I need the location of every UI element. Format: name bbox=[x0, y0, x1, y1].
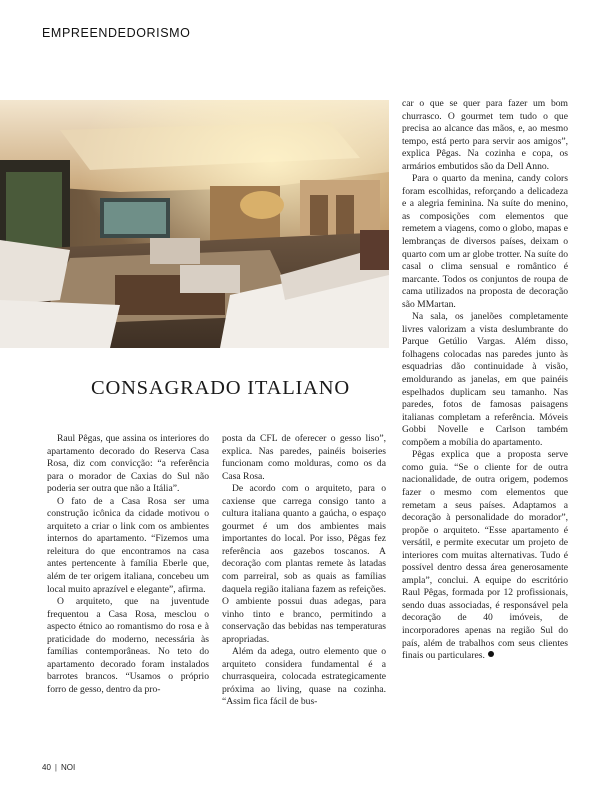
paragraph: Na sala, os janelões completamente livres valorizam a vista deslumbrante do Parque Getúlio Vargas. Além disso, folhagens colocadas nas paredes junto às esquadrias dão continuidade à visão, emoldurando as janelas, em que painéis espelhados duplicam seu tamanho. Nas paredes, fotos de famosas paisagens italianas completam a referência. Móveis Gobbi Novelle e Carlson também compõem a mobília do apartamento. bbox=[402, 311, 568, 448]
section-label: EMPREENDEDORISMO bbox=[42, 26, 191, 40]
paragraph: posta da CFL de oferecer o gesso liso”, explica. Nas paredes, painéis boiseries funcionam como molduras, como os da Casa Rosa. bbox=[222, 433, 386, 482]
paragraph: Além da adega, outro elemento que o arquiteto considera fundamental é a churrasqueira, colocada estrategicamente próxima ao living, quase na cozinha. “Assim fica fácil de bus- bbox=[222, 646, 386, 708]
magazine-name: NOI bbox=[60, 763, 76, 772]
paragraph: Para o quarto da menina, candy colors foram escolhidas, reforçando a delicadeza e a alegria feminina. Na suíte do menino, as composições com elementos que remetem a viagens, como o globo, mapas e lembranças de diversos países, deixam o quarto com um ar globe trotter. Na suíte do casal o clima sensual e romântico é marcante. Todos os conjuntos de roupa de cama utilizados na proposta de decoração são MMartan. bbox=[402, 173, 568, 310]
page-footer bbox=[42, 763, 75, 772]
page-number: 40 bbox=[42, 763, 51, 772]
article-title: CONSAGRADO ITALIANO bbox=[91, 377, 350, 399]
paragraph bbox=[402, 449, 568, 662]
paragraph: De acordo com o arquiteto, para o caxiense que carrega consigo tanto a cultura italiana quanto a gaúcha, o espaço gourmet é um dos ambientes mais importantes do local. Por isso, Pêgas fez referência aos gazebos toscanos. A decoração com plantas remete às latadas com parreiral, sob as quais as famílias daquela região italiana fazem as refeições. O ambiente possui duas adegas, para vinho tinto e branco, permitindo a conservação das bebidas nas temperaturas apropriadas. bbox=[222, 483, 386, 645]
article-column-1 bbox=[47, 433, 209, 696]
footer-separator: | bbox=[54, 763, 57, 772]
end-of-article-mark bbox=[488, 651, 494, 657]
paragraph: Raul Pêgas, que assina os interiores do apartamento decorado do Reserva Casa Rosa, diz com convicção: “a referência para o morador de Caxias do Sul não poderia ser outra que não a Itália”. bbox=[47, 433, 209, 495]
living-room-photo bbox=[0, 100, 389, 348]
paragraph: car o que se quer para fazer um bom churrasco. O gourmet tem tudo o que precisa ao alcance das mãos, e, ao mesmo tempo, está perto para servir aos amigos”, explica Pêgas. Na cozinha e copa, os armários embutidos são da Dell Anno. bbox=[402, 98, 568, 172]
paragraph: O arquiteto, que na juventude frequentou a Casa Rosa, mesclou o aspecto étnico ao romantismo do rosa e à praticidade do moderno, necessária às famílias contemporâneas. No teto do apartamento decorado foram instalados barrotes brancos. “Usamos o próprio forro de gesso, dentro da pro- bbox=[47, 596, 209, 695]
article-column-2 bbox=[222, 433, 386, 709]
paragraph: O fato de a Casa Rosa ser uma construção icônica da cidade motivou o arquiteto a criar o link com os ambientes internos do apartamento. “Fizemos uma releitura do que encontramos na casa antes pertencente à família Eberle que, além de ter origem italiana, concebeu um local muito aprazível e elegante”, afirma. bbox=[47, 495, 209, 595]
paragraph-text: Pêgas explica que a proposta serve como guia. “Se o cliente for de outra nacionalidade, de outra origem, podemos fazer o mesmo com elementos que remetam a seus países. Adaptamos a decoração à personalidade do morador”, propõe o arquiteto. “Esse apartamento é versátil, e permite executar um projeto de interiores com muitas alternativas. Tudo é possível dentro dessa área generosamente ampla”, conclui. A equipe do escritório Raul Pêgas, formada por 12 profissionais, sendo duas associadas, é responsável pela decoração de 40 imóveis, de incorporadores apenas na região Sul do país, além de trabalhos com seus clientes finais ou particulares. bbox=[402, 449, 568, 662]
article-column-3 bbox=[402, 98, 568, 663]
